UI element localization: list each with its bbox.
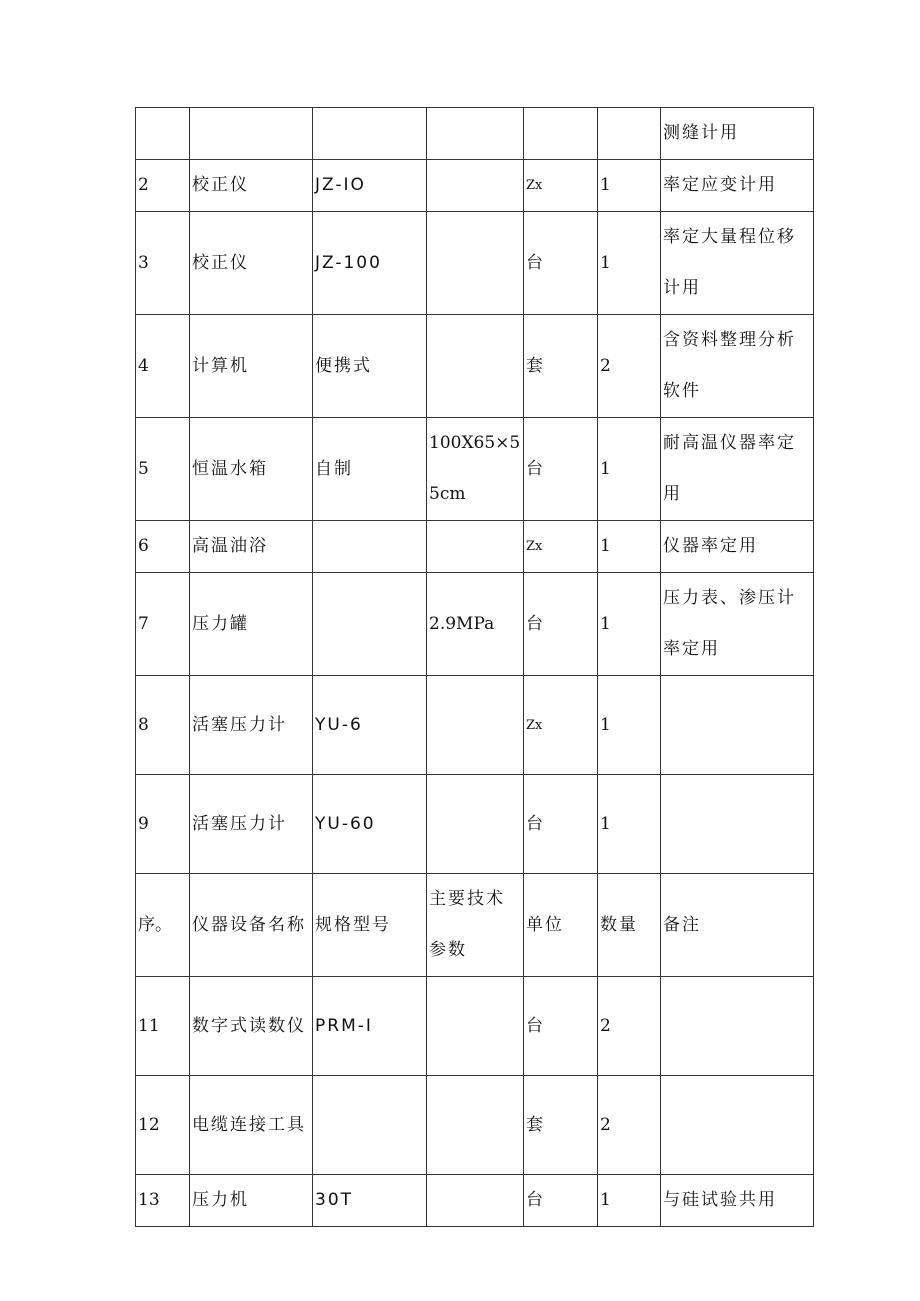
table-row — [136, 315, 814, 418]
cell-model: JZ-IO — [313, 160, 427, 212]
cell-param — [427, 108, 524, 160]
cell-param — [427, 676, 524, 775]
cell-no: 6 — [136, 521, 190, 573]
cell-no: 3 — [136, 212, 190, 315]
cell-qty: 1 — [598, 573, 661, 676]
equipment-table-body — [136, 108, 814, 1227]
cell-model — [313, 573, 427, 676]
table-row — [136, 977, 814, 1076]
equipment-table — [135, 107, 814, 1227]
table-row — [136, 874, 814, 977]
table-row — [136, 573, 814, 676]
cell-model: YU-60 — [313, 775, 427, 874]
cell-unit: 台 — [524, 977, 598, 1076]
cell-param — [427, 977, 524, 1076]
cell-no: 12 — [136, 1076, 190, 1175]
cell-name: 高温油浴 — [190, 521, 313, 573]
table-row — [136, 108, 814, 160]
cell-note: 含资料整理分析软件 — [661, 315, 814, 418]
cell-no: 7 — [136, 573, 190, 676]
cell-name: 校正仪 — [190, 160, 313, 212]
cell-qty: 1 — [598, 212, 661, 315]
table-row — [136, 212, 814, 315]
cell-no: 13 — [136, 1175, 190, 1227]
cell-note: 耐高温仪器率定用 — [661, 418, 814, 521]
cell-qty: 1 — [598, 418, 661, 521]
cell-param — [427, 212, 524, 315]
cell-note: 与硅试验共用 — [661, 1175, 814, 1227]
cell-param — [427, 775, 524, 874]
cell-model: PRM-I — [313, 977, 427, 1076]
cell-qty: 1 — [598, 1175, 661, 1227]
cell-model: JZ-100 — [313, 212, 427, 315]
cell-note: 率定大量程位移计用 — [661, 212, 814, 315]
cell-unit: 台 — [524, 1175, 598, 1227]
cell-note — [661, 775, 814, 874]
cell-qty: 1 — [598, 676, 661, 775]
cell-param — [427, 521, 524, 573]
cell-unit — [524, 108, 598, 160]
cell-name — [190, 108, 313, 160]
table-row — [136, 676, 814, 775]
cell-no — [136, 108, 190, 160]
cell-model — [313, 108, 427, 160]
cell-no: 9 — [136, 775, 190, 874]
cell-note: 压力表、渗压计率定用 — [661, 573, 814, 676]
cell-qty: 2 — [598, 1076, 661, 1175]
cell-model: 自制 — [313, 418, 427, 521]
cell-model: YU-6 — [313, 676, 427, 775]
cell-param — [427, 1076, 524, 1175]
cell-unit: 台 — [524, 573, 598, 676]
cell-model — [313, 521, 427, 573]
cell-model: 规格型号 — [313, 874, 427, 977]
cell-name: 仪器设备名称 — [190, 874, 313, 977]
table-row — [136, 1175, 814, 1227]
table-row — [136, 521, 814, 573]
cell-param: 100X65×55cm — [427, 418, 524, 521]
cell-no: 5 — [136, 418, 190, 521]
cell-name: 电缆连接工具 — [190, 1076, 313, 1175]
cell-name: 数字式读数仪 — [190, 977, 313, 1076]
cell-note: 仪器率定用 — [661, 521, 814, 573]
cell-name: 校正仪 — [190, 212, 313, 315]
cell-note: 率定应变计用 — [661, 160, 814, 212]
table-row — [136, 160, 814, 212]
cell-no: 2 — [136, 160, 190, 212]
cell-qty: 1 — [598, 160, 661, 212]
cell-unit: 台 — [524, 775, 598, 874]
cell-param: 主要技术参数 — [427, 874, 524, 977]
cell-note: 测缝计用 — [661, 108, 814, 160]
cell-model: 30T — [313, 1175, 427, 1227]
cell-name: 压力机 — [190, 1175, 313, 1227]
table-row — [136, 1076, 814, 1175]
table-row — [136, 775, 814, 874]
cell-param: 2.9MPa — [427, 573, 524, 676]
cell-note — [661, 676, 814, 775]
cell-note — [661, 977, 814, 1076]
cell-no: 序。 — [136, 874, 190, 977]
cell-param — [427, 315, 524, 418]
cell-qty: 2 — [598, 315, 661, 418]
cell-qty: 2 — [598, 977, 661, 1076]
cell-unit: Zx — [524, 676, 598, 775]
cell-no: 8 — [136, 676, 190, 775]
cell-unit: Zx — [524, 160, 598, 212]
table-row — [136, 418, 814, 521]
cell-name: 计算机 — [190, 315, 313, 418]
cell-name: 压力罐 — [190, 573, 313, 676]
cell-no: 11 — [136, 977, 190, 1076]
cell-note — [661, 1076, 814, 1175]
cell-unit: 单位 — [524, 874, 598, 977]
cell-unit: 套 — [524, 315, 598, 418]
cell-model — [313, 1076, 427, 1175]
cell-qty: 1 — [598, 775, 661, 874]
cell-name: 恒温水箱 — [190, 418, 313, 521]
cell-name: 活塞压力计 — [190, 775, 313, 874]
cell-param — [427, 160, 524, 212]
cell-qty — [598, 108, 661, 160]
cell-no: 4 — [136, 315, 190, 418]
cell-unit: 台 — [524, 212, 598, 315]
cell-qty: 1 — [598, 521, 661, 573]
cell-qty: 数量 — [598, 874, 661, 977]
cell-unit: 台 — [524, 418, 598, 521]
cell-param — [427, 1175, 524, 1227]
cell-note: 备注 — [661, 874, 814, 977]
cell-unit: Zx — [524, 521, 598, 573]
cell-model: 便携式 — [313, 315, 427, 418]
cell-unit: 套 — [524, 1076, 598, 1175]
cell-name: 活塞压力计 — [190, 676, 313, 775]
